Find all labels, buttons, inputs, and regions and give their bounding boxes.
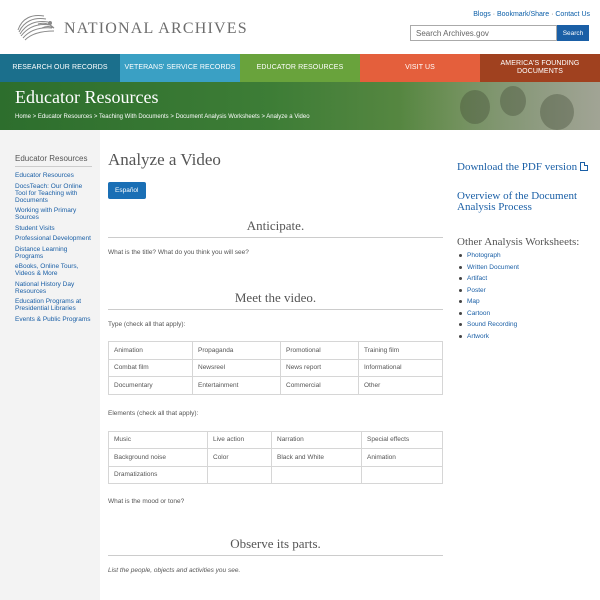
sidebar-item-national-history-day[interactable]: National History Day Resources	[15, 280, 75, 295]
anticipate-question: What is the title? What do you think you will see?	[108, 249, 249, 256]
sidebar-item-student-visits[interactable]: Student Visits	[15, 224, 55, 232]
table-cell	[208, 466, 272, 484]
table-cell[interactable]: Commercial	[281, 377, 359, 395]
worksheet-link-artifact[interactable]: Artifact	[457, 273, 590, 285]
table-row	[109, 377, 443, 395]
contact-us-link[interactable]: Contact Us	[555, 11, 590, 18]
separator: ·	[492, 11, 497, 18]
sidebar	[0, 130, 100, 600]
separator: ·	[551, 11, 556, 18]
breadcrumb-teaching-with-documents[interactable]: Teaching With Documents	[98, 114, 169, 120]
table-cell[interactable]: Color	[208, 449, 272, 467]
nav-research-our-records[interactable]: RESEARCH OUR RECORDS	[0, 54, 120, 82]
table-cell	[272, 466, 362, 484]
bookmark-share-link[interactable]: Bookmark/Share	[497, 11, 550, 18]
table-cell[interactable]: Special effects	[362, 431, 443, 449]
download-pdf-label: Download the PDF version	[457, 161, 578, 173]
sidebar-item-events[interactable]: Events & Public Programs	[15, 315, 91, 323]
page-title: Analyze a Video	[108, 150, 221, 169]
worksheet-link-artwork[interactable]: Artwork	[457, 331, 590, 343]
main-content	[100, 130, 450, 600]
table-row	[109, 342, 443, 360]
breadcrumb-educator-resources[interactable]: Educator Resources	[37, 114, 93, 120]
national-archives-logo[interactable]	[14, 10, 248, 42]
table-row	[109, 431, 443, 449]
breadcrumb-document-analysis-worksheets[interactable]: Document Analysis Worksheets	[175, 114, 260, 120]
search-input[interactable]	[410, 25, 557, 41]
nav-visit-us[interactable]: VISIT US	[360, 54, 480, 82]
eagle-icon	[14, 10, 60, 42]
sidebar-title: Educator Resources	[15, 154, 92, 167]
worksheet-link-sound-recording[interactable]: Sound Recording	[457, 319, 590, 331]
sidebar-item-docsteach[interactable]: DocsTeach: Our Online Tool for Teaching with Documents	[15, 182, 83, 204]
breadcrumb-home[interactable]: Home	[15, 114, 32, 120]
table-row	[109, 466, 443, 484]
table-cell[interactable]: Black and White	[272, 449, 362, 467]
right-sidebar	[450, 130, 600, 600]
table-cell[interactable]: Promotional	[281, 342, 359, 360]
other-worksheets-heading: Other Analysis Worksheets:	[457, 236, 580, 248]
table-cell[interactable]: Background noise	[109, 449, 208, 467]
observe-instruction: List the people, objects and activities you see.	[108, 567, 241, 574]
logo-text: NATIONAL ARCHIVES	[64, 20, 248, 37]
site-header	[0, 0, 600, 54]
table-row	[109, 359, 443, 377]
sidebar-item-ebooks[interactable]: eBooks, Online Tours, Videos & More	[15, 263, 79, 277]
observe-heading: Observe its parts.	[108, 536, 443, 556]
worksheet-link-cartoon[interactable]: Cartoon	[457, 308, 590, 320]
table-cell	[362, 466, 443, 484]
banner-photo	[400, 82, 600, 130]
table-cell[interactable]: Informational	[359, 359, 443, 377]
elements-label: Elements (check all that apply):	[108, 409, 199, 417]
elements-table	[108, 431, 443, 485]
type-table	[108, 341, 443, 395]
sidebar-item-presidential-libraries[interactable]: Education Programs at Presidential Libraries	[15, 298, 82, 312]
table-cell[interactable]: Music	[109, 431, 208, 449]
anticipate-heading: Anticipate.	[108, 218, 443, 238]
main-nav	[0, 54, 600, 82]
sidebar-item-educator-resources[interactable]: Educator Resources	[15, 172, 74, 179]
overview-link[interactable]: Overview of the Document Analysis Process	[457, 190, 578, 213]
breadcrumb: Home > Educator Resources > Teaching With Documents > Document Analysis Worksheets > Analyze a Video	[15, 114, 310, 120]
nav-americas-founding-documents[interactable]: AMERICA'S FOUNDING DOCUMENTS	[480, 54, 600, 82]
meet-heading: Meet the video.	[108, 290, 443, 310]
download-pdf-link[interactable]	[457, 162, 590, 173]
table-cell[interactable]: Dramatizations	[109, 466, 208, 484]
utility-links	[473, 11, 590, 18]
worksheet-link-photograph[interactable]: Photograph	[457, 250, 590, 262]
mood-question: What is the mood or tone?	[108, 498, 185, 505]
table-cell[interactable]: Animation	[109, 342, 193, 360]
section-banner	[0, 82, 600, 130]
nav-educator-resources[interactable]: EDUCATOR RESOURCES	[240, 54, 360, 82]
espanol-button[interactable]: Español	[108, 182, 146, 199]
breadcrumb-current: Analyze a Video	[266, 114, 310, 120]
search-form	[410, 25, 589, 41]
sidebar-item-primary-sources[interactable]: Working with Primary Sources	[15, 207, 77, 221]
table-cell[interactable]: Other	[359, 377, 443, 395]
table-cell[interactable]: Live action	[208, 431, 272, 449]
worksheets-list	[457, 250, 590, 342]
table-cell[interactable]: Animation	[362, 449, 443, 467]
page-body	[0, 130, 600, 600]
table-cell[interactable]: Combat film	[109, 359, 193, 377]
type-label: Type (check all that apply):	[108, 321, 186, 328]
table-cell[interactable]: Documentary	[109, 377, 193, 395]
search-button[interactable]: Search	[557, 25, 589, 41]
worksheet-link-poster[interactable]: Poster	[457, 285, 590, 297]
table-cell[interactable]: News report	[281, 359, 359, 377]
nav-veterans-service-records[interactable]: VETERANS' SERVICE RECORDS	[120, 54, 240, 82]
table-cell[interactable]: Newsreel	[193, 359, 281, 377]
pdf-icon	[580, 162, 588, 171]
blogs-link[interactable]: Blogs	[473, 11, 491, 18]
worksheet-link-map[interactable]: Map	[457, 296, 590, 308]
table-cell[interactable]: Training film	[359, 342, 443, 360]
table-row	[109, 449, 443, 467]
table-cell[interactable]: Entertainment	[193, 377, 281, 395]
table-cell[interactable]: Narration	[272, 431, 362, 449]
worksheet-link-written-document[interactable]: Written Document	[457, 262, 590, 274]
table-cell[interactable]: Propaganda	[193, 342, 281, 360]
banner-title: Educator Resources	[15, 87, 159, 107]
sidebar-item-distance-learning[interactable]: Distance Learning Programs	[15, 245, 68, 260]
sidebar-item-professional-development[interactable]: Professional Development	[15, 235, 91, 242]
